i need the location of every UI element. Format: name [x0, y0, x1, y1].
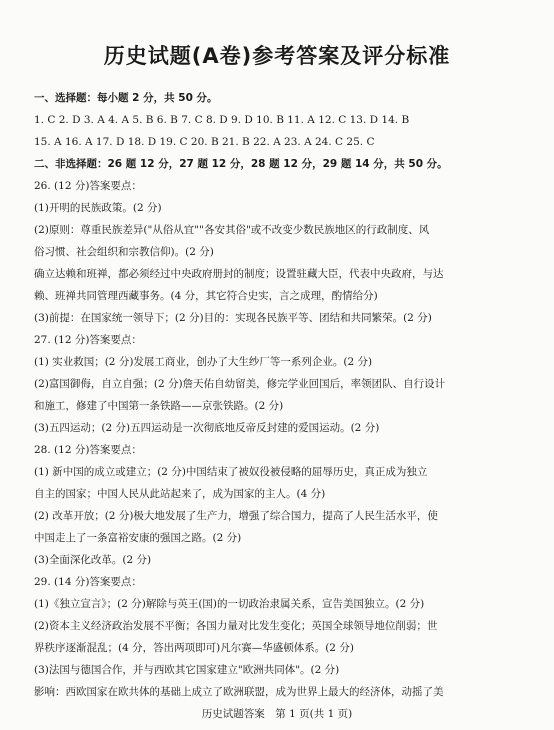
- q26-line: 俗习惯、社会组织和宗教信仰)。(2 分): [34, 246, 214, 258]
- section2-heading: 二、非选择题：26 题 12 分，27 题 12 分，28 题 12 分，29 题 14 分，共 50 分。: [34, 158, 448, 170]
- q29-line: (3)法国与德国合作，并与西欧其它国家建立"欧洲共同体"。(2 分): [34, 664, 340, 676]
- section1-heading: 一、选择题：每小题 2 分，共 50 分。: [34, 92, 218, 104]
- q26-line: (3)前提：在国家统一领导下；(2 分)目的：实现各民族平等、团结和共同繁荣。(2 分): [34, 312, 432, 324]
- mc-answers-row-2: 15. A 16. A 17. D 18. D 19. C 20. B 21. B 22. A 23. A 24. C 25. C: [34, 136, 375, 148]
- q29-line: (2)资本主义经济政治发展不平衡；各国力量对比发生变化；英国全球领导地位削弱；世: [34, 620, 438, 632]
- q27-line: (3)五四运动；(2 分)五四运动是一次彻底地反帝反封建的爱国运动。(2 分): [34, 422, 380, 434]
- q26-line: 确立达赖和班禅，都必须经过中央政府册封的制度；设置驻藏大臣，代表中央政府，与达: [34, 268, 444, 280]
- q27-line: (2)富国御侮，自立自强；(2 分)詹天佑自幼留美，修完学业回国后，率领团队、自行设计: [34, 378, 446, 390]
- q29-heading: 29. (14 分)答案要点：: [34, 576, 142, 588]
- q26-line: 赖、班禅共同管理西藏事务。(4 分，其它符合史实，言之成理，酌情给分): [34, 290, 378, 302]
- page-title: 历史试题(A卷)参考答案及评分标准: [103, 44, 451, 68]
- q27-line: 和施工，修建了中国第一条铁路——京张铁路。(2 分): [34, 400, 284, 412]
- q28-heading: 28. (12 分)答案要点：: [34, 444, 142, 456]
- q28-line: (1) 新中国的成立或建立；(2 分)中国结束了被奴役被侵略的屈辱历史，真正成为独立: [34, 466, 428, 478]
- q29-line: (1)《独立宣言》；(2 分)解除与英王(国)的一切政治隶属关系，宣告美国独立。(2 分): [34, 598, 425, 610]
- q28-line: (3)全面深化改革。(2 分): [34, 554, 152, 566]
- page-footer: 历史试题答案 第 1 页(共 1 页): [201, 708, 353, 720]
- q27-heading: 27. (12 分)答案要点：: [34, 334, 142, 346]
- q26-line: (2)原则：尊重民族差异("从俗从宜""各安其俗"或不改变少数民族地区的行政制度、风: [34, 224, 430, 236]
- q29-line: 影响：西欧国家在欧共体的基础上成立了欧洲联盟，成为世界上最大的经济体，动摇了美: [34, 686, 444, 698]
- q26-line: (1)开明的民族政策。(2 分): [34, 202, 162, 214]
- q29-line: 界秩序逐渐混乱；(4 分，答出两项即可)凡尔赛—华盛顿体系。(2 分): [34, 642, 354, 654]
- mc-answers-row-1: 1. C 2. D 3. A 4. A 5. B 6. B 7. C 8. D 9. D 10. B 11. A 12. C 13. D 14. B: [34, 114, 410, 126]
- q28-line: 中国走上了一条富裕安康的强国之路。(2 分): [34, 532, 242, 544]
- q28-line: 自主的国家；中国人民从此站起来了，成为国家的主人。(4 分): [34, 488, 326, 500]
- q27-line: (1) 实业救国；(2 分)发展工商业，创办了大生纱厂等一系列企业。(2 分): [34, 356, 373, 368]
- q26-heading: 26. (12 分)答案要点：: [34, 180, 142, 192]
- q28-line: (2) 改革开放；(2 分)极大地发展了生产力，增强了综合国力，提高了人民生活水平，使: [34, 510, 438, 522]
